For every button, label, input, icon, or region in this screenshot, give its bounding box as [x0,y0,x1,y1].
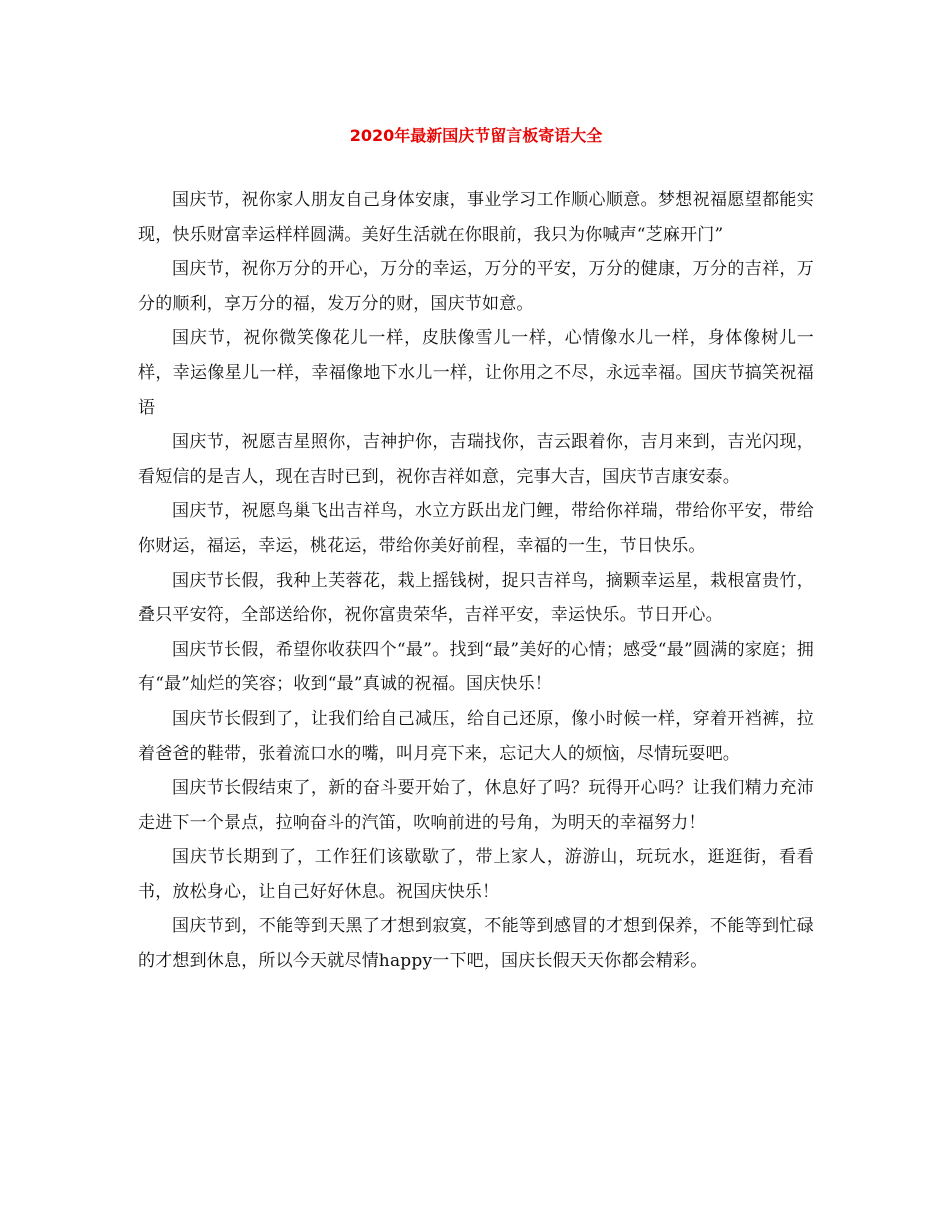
paragraph: 国庆节，祝愿吉星照你，吉神护你，吉瑞找你，吉云跟着你，吉月来到，吉光闪现，看短信的是吉人，现在吉时已到，祝你吉祥如意，完事大吉，国庆节吉康安泰。 [138,432,814,487]
paragraph: 国庆节长假，我种上芙蓉花，栽上摇钱树，捉只吉祥鸟，摘颗幸运星，栽根富贵竹，叠只平安符，全部送给你，祝你富贵荣华，吉祥平安，幸运快乐。节日开心。 [138,570,814,626]
document-title: 2020年最新国庆节留言板寄语大全 [349,126,603,145]
paragraph: 国庆节长假结束了，新的奋斗要开始了，休息好了吗？玩得开心吗？让我们精力充沛走进下一个景点，拉响奋斗的汽笛，吹响前进的号角，为明天的幸福努力！ [138,778,814,833]
paragraph: 国庆节，祝愿鸟巢飞出吉祥鸟，水立方跃出龙门鲤，带给你祥瑞，带给你平安，带给你财运，福运，幸运，桃花运，带给你美好前程，幸福的一生，节日快乐。 [138,501,814,556]
paragraph: 国庆节到，不能等到天黑了才想到寂寞，不能等到感冒的才想到保养，不能等到忙碌的才想到休息，所以今天就尽情happy一下吧，国庆长假天天你都会精彩。 [138,916,814,972]
document-body [138,183,814,979]
paragraph: 国庆节长期到了，工作狂们该歇歇了，带上家人，游游山，玩玩水，逛逛街，看看书，放松身心，让自己好好休息。祝国庆快乐！ [138,847,814,902]
paragraph: 国庆节，祝你家人朋友自己身体安康，事业学习工作顺心顺意。梦想祝福愿望都能实现，快乐财富幸运样样圆满。美好生活就在你眼前，我只为你喊声“芝麻开门” [138,190,814,245]
paragraph: 国庆节，祝你万分的开心，万分的幸运，万分的平安，万分的健康，万分的吉祥，万分的顺利，享万分的福，发万分的财，国庆节如意。 [138,259,814,314]
paragraph: 国庆节长假，希望你收获四个“最”。找到“最”美好的心情；感受“最”圆满的家庭；拥有“最”灿烂的笑容；收到“最”真诚的祝福。国庆快乐！ [138,639,814,695]
paragraph: 国庆节长假到了，让我们给自己减压，给自己还原，像小时候一样，穿着开裆裤，拉着爸爸的鞋带，张着流口水的嘴，叫月亮下来，忘记大人的烦恼，尽情玩耍吧。 [138,708,814,764]
paragraph: 国庆节，祝你微笑像花儿一样，皮肤像雪儿一样，心情像水儿一样，身体像树儿一样，幸运像星儿一样，幸福像地下水儿一样，让你用之不尽，永远幸福。国庆节搞笑祝福语 [138,328,814,418]
